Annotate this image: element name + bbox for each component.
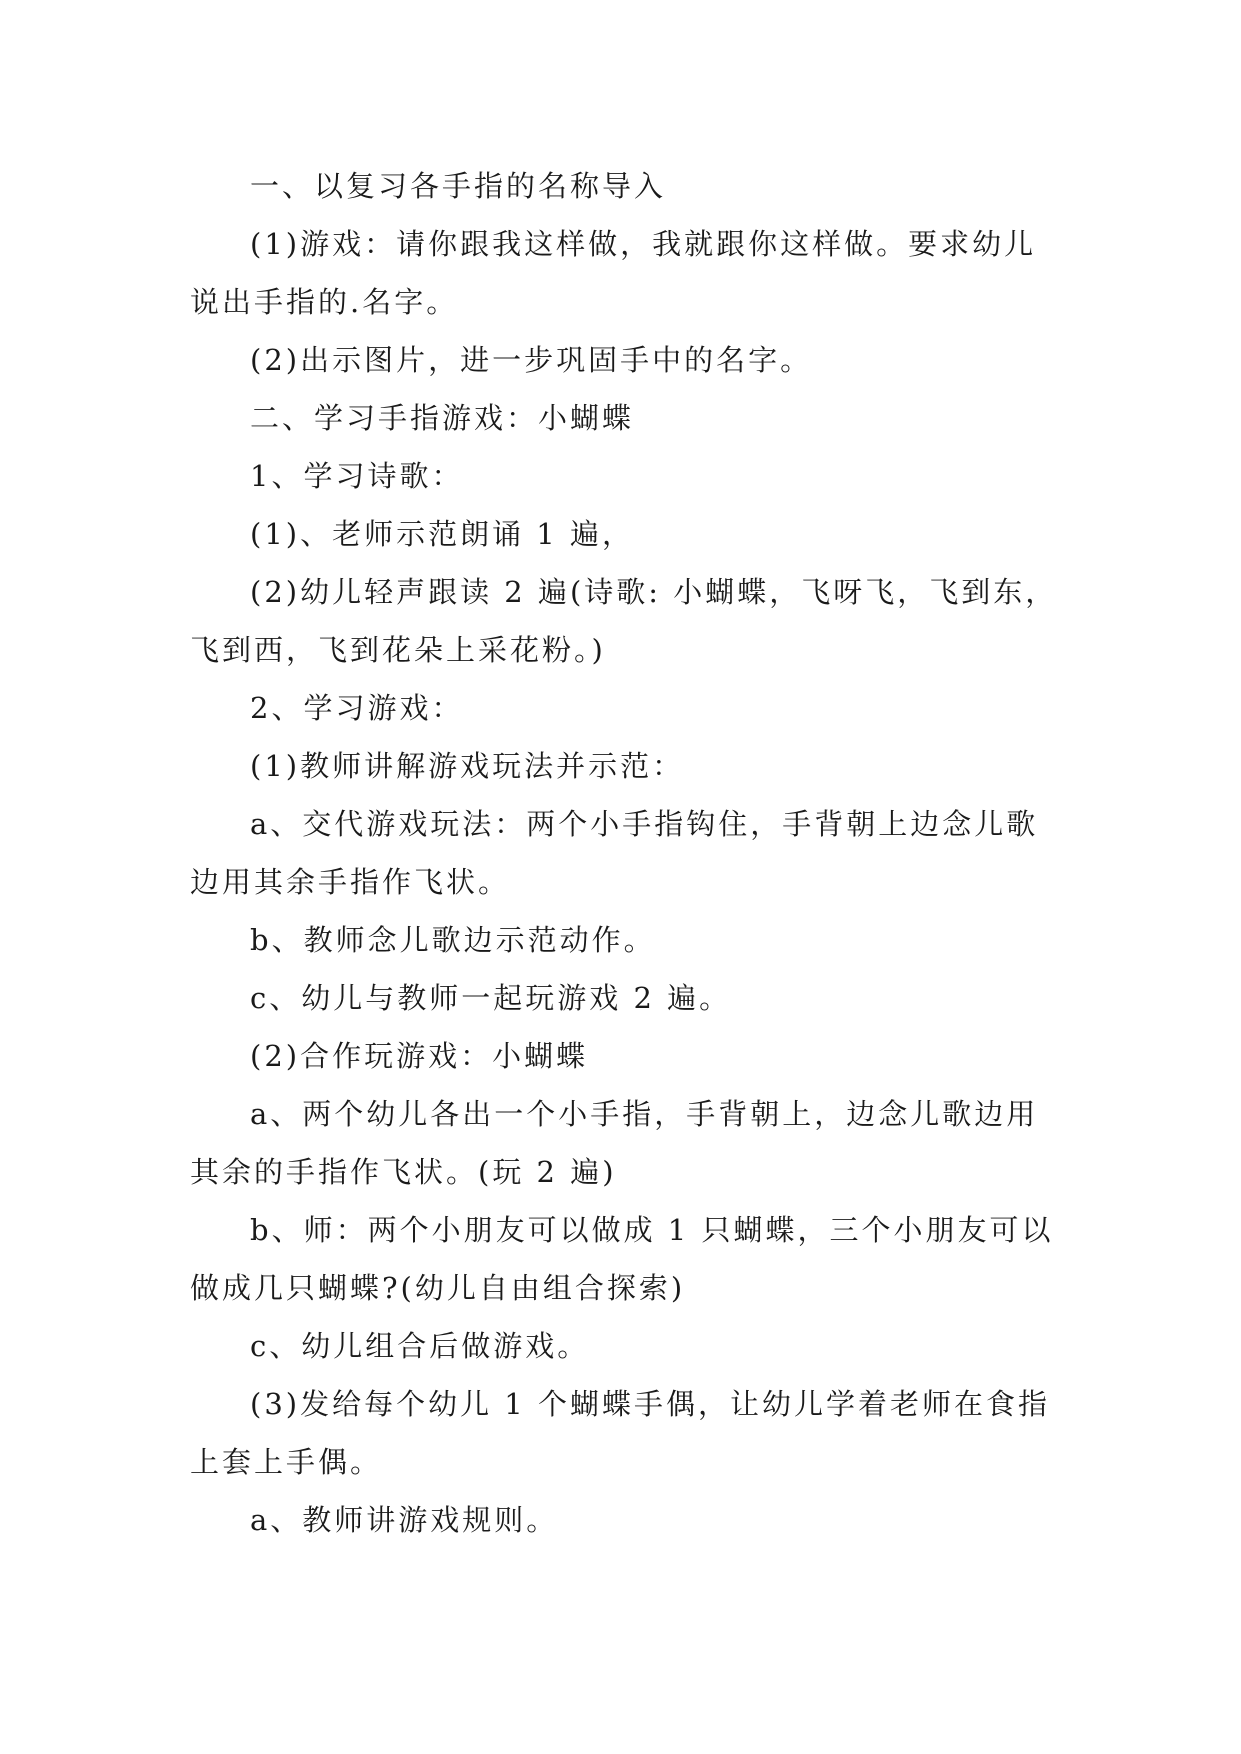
heading-section-2: 二、学习手指游戏：小蝴蝶 [250, 401, 635, 435]
paragraph: c、幼儿与教师一起玩游戏 2 遍。 [250, 981, 732, 1015]
subheading: 1、学习诗歌： [250, 459, 464, 493]
paragraph: a、两个幼儿各出一个小手指，手背朝上，边念儿歌边用其余的手指作飞状。(玩 2 遍) [190, 1097, 1039, 1189]
paragraph: (1)游戏：请你跟我这样做，我就跟你这样做。要求幼儿说出手指的.名字。 [190, 227, 1037, 319]
paragraph: a、交代游戏玩法：两个小手指钩住，手背朝上边念儿歌边用其余手指作飞状。 [190, 807, 1039, 899]
document-body [190, 157, 1066, 1549]
paragraph: (3)发给每个幼儿 1 个蝴蝶手偶，让幼儿学着老师在食指上套上手偶。 [190, 1387, 1050, 1479]
subheading: 2、学习游戏： [250, 691, 464, 725]
paragraph: a、教师讲游戏规则。 [250, 1503, 559, 1537]
paragraph: (2)幼儿轻声跟读 2 遍(诗歌: 小蝴蝶，飞呀飞，飞到东，飞到西，飞到花朵上采花粉。) [190, 575, 1058, 667]
paragraph: b、师：两个小朋友可以做成 1 只蝴蝶，三个小朋友可以做成几只蝴蝶?(幼儿自由组合探索) [190, 1213, 1054, 1305]
paragraph: (1)、老师示范朗诵 1 遍， [250, 517, 634, 551]
paragraph: c、幼儿组合后做游戏。 [250, 1329, 590, 1363]
paragraph: (2)出示图片，进一步巩固手中的名字。 [250, 343, 813, 377]
paragraph: (2)合作玩游戏：小蝴蝶 [250, 1039, 589, 1073]
heading-section-1: 一、以复习各手指的名称导入 [250, 169, 667, 203]
paragraph: b、教师念儿歌边示范动作。 [250, 923, 656, 957]
paragraph: (1)教师讲解游戏玩法并示范： [250, 749, 685, 783]
